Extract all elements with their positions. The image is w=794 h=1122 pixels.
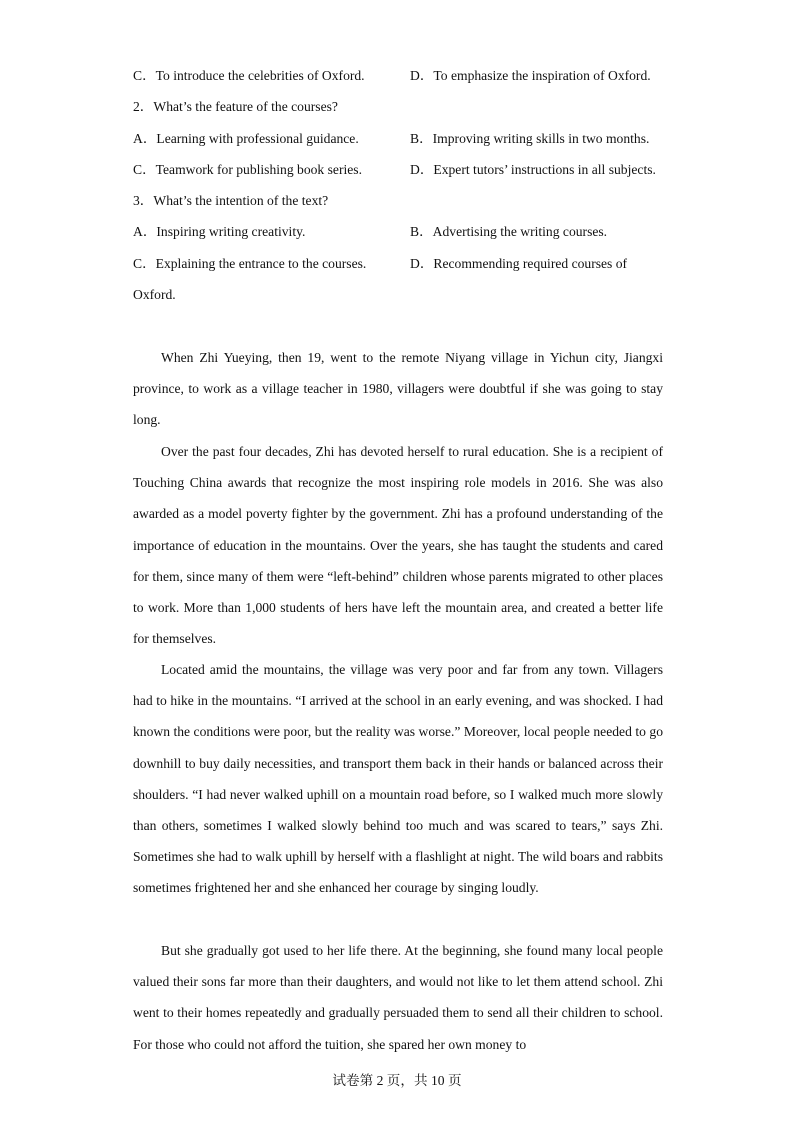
q3-option-d: D．Recommending required courses of — [410, 256, 628, 271]
q3-stem: 3．What’s the intention of the text? — [133, 193, 329, 208]
q2-option-a: A．Learning with professional guidance. — [133, 131, 359, 146]
q3-option-d-continued: Oxford. — [133, 287, 176, 302]
page-number-footer: 试卷第 2 页，共 10 页 — [332, 1073, 462, 1088]
q2-option-b: B．Improving writing skills in two months. — [410, 131, 650, 146]
q2-option-c: C．Teamwork for publishing book series. — [133, 162, 362, 177]
passage-paragraph-3: Located amid the mountains, the village was very poor and far from any town. Villagers had to hike in the mountains. “I arrived at the school in an early evening, and was shocked. I had known the conditions were poor, but the reality was worse.” Moreover, local people needed to go downhill to buy daily necessities, and transport them back in their hands or balanced across their shoulders. “I had never walked uphill on a mountain road before, so I walked much more slowly than others, sometimes I walked slowly behind too much and was scared to tears,” says Zhi. Sometimes she had to walk uphill by herself with a flashlight at night. The wild boars and rabbits sometimes frightened her and she enhanced her courage by singing loudly. — [133, 662, 663, 896]
q1-option-d: D．To emphasize the inspiration of Oxford. — [410, 68, 651, 83]
q2-stem: 2．What’s the feature of the courses? — [133, 99, 338, 114]
passage-paragraph-2: Over the past four decades, Zhi has devoted herself to rural education. She is a recipient of Touching China awards that recognize the most inspiring role models in 2016. She was also awarded as a model poverty fighter by the government. Zhi has a profound understanding of the importance of education in the mountains. Over the years, she has taught the students and cared for them, since many of them were “left-behind” children whose parents migrated to other places to work. More than 1,000 students of hers have left the mountain area, and created a better life for themselves. — [133, 444, 663, 647]
q3-option-a: A．Inspiring writing creativity. — [133, 224, 306, 239]
q3-option-c: C．Explaining the entrance to the courses. — [133, 256, 367, 271]
q2-option-d: D．Expert tutors’ instructions in all subjects. — [410, 162, 656, 177]
passage-paragraph-1: When Zhi Yueying, then 19, went to the remote Niyang village in Yichun city, Jiangxi province, to work as a village teacher in 1980, villagers were doubtful if she was going to stay long. — [133, 350, 663, 428]
q3-option-b: B．Advertising the writing courses. — [410, 224, 608, 239]
passage-paragraph-4: But she gradually got used to her life there. At the beginning, she found many local people valued their sons far more than their daughters, and would not like to let them attend school. Zhi went to their homes repeatedly and gradually persuaded them to send all their children to school. For those who could not afford the tuition, she spared her own money to — [133, 943, 663, 1052]
q1-option-c: C．To introduce the celebrities of Oxford. — [133, 68, 365, 83]
